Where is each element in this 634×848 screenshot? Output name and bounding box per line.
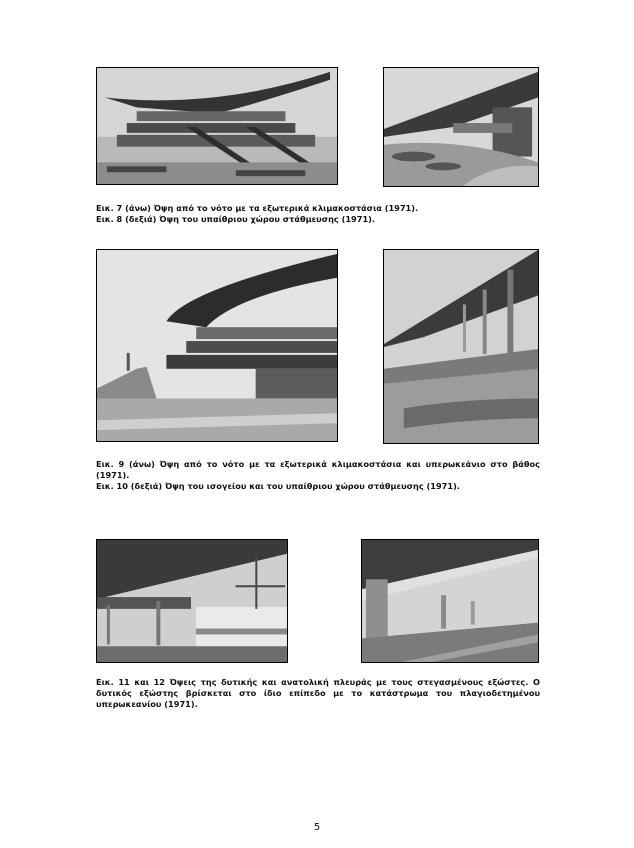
- caption-fig-9: Εικ. 9 (άνω) Όψη από το νότο με τα εξωτερικά κλιμακοστάσια και υπερωκεάνιο στο βάθος (1971).: [96, 459, 540, 480]
- figure-12-photo: [361, 539, 539, 663]
- caption-fig-11-12-text: Εικ. 11 και 12 Όψεις της δυτικής και ανατολική πλευράς με τους στεγασμένους εξώστες. Ο δυτικός εξώστης βρίσκεται στο ίδιο επίπεδο με το κατάστρωμα του πλαγιοδετημένου υπερωκεανίου (1971).: [96, 677, 540, 709]
- caption-fig-11-12: [96, 677, 540, 710]
- figure-10-photo: [383, 249, 539, 444]
- figure-9-photo: [96, 249, 338, 442]
- figure-8-photo: [383, 67, 539, 187]
- caption-fig-7-8: [96, 203, 540, 225]
- figure-7-photo: [96, 67, 338, 185]
- caption-fig-9-10: [96, 459, 540, 492]
- caption-fig-10: Εικ. 10 (δεξιά) Όψη του ισογείου και του υπαίθριου χώρου στάθμευσης (1971).: [96, 481, 460, 491]
- page-number: 5: [313, 822, 321, 833]
- caption-fig-7: Εικ. 7 (άνω) Όψη από το νότο με τα εξωτερικά κλιμακοστάσια (1971).: [96, 203, 419, 213]
- figure-11-photo: [96, 539, 288, 663]
- caption-fig-8: Εικ. 8 (δεξιά) Όψη του υπαίθριου χώρου στάθμευσης (1971).: [96, 214, 375, 224]
